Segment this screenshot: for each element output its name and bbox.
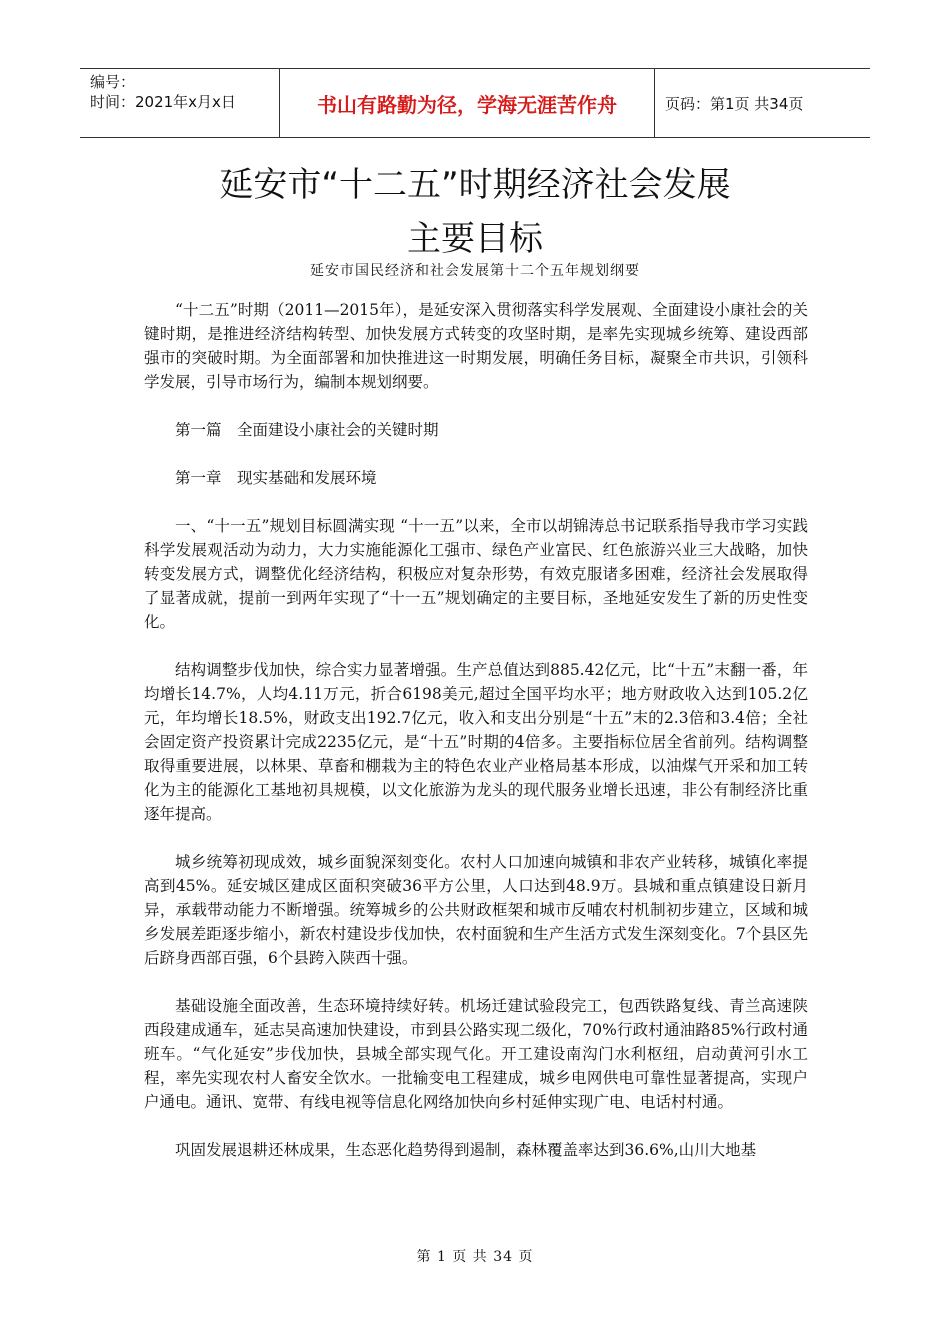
header-page-info: 页码：第1页 共34页 (665, 94, 804, 113)
page-header (80, 68, 870, 138)
document-body (144, 298, 808, 1186)
ecology-paragraph: 巩固发展退耕还林成果，生态恶化趋势得到遏制，森林覆盖率达到36.6%,山川大地基 (175, 1141, 757, 1159)
section-paragraph: 一、“十一五”规划目标圆满实现 “十一五”以来，全市以胡锦涛总书记联系指导我市学习实践科学发展观活动为动力，大力实施能源化工强市、绿色产业富民、红色旅游兴业三大战略，加快转变发展方式，调整优化经济结构，积极应对复杂形势，有效克服诸多困难，经济社会发展取得了显著成就，提前一到两年实现了“十一五”规划确定的主要目标，圣地延安发生了新的历史性变化。 (144, 517, 808, 631)
header-motto: 书山有路勤为径，学海无涯苦作舟 (280, 69, 655, 137)
chapter-heading: 第一章 现实基础和发展环境 (175, 469, 377, 487)
title-line-2: 主要目标 (407, 219, 543, 259)
document-subtitle: 延安市国民经济和社会发展第十二个五年规划纲要 (310, 263, 640, 279)
header-number-label: 编号： (90, 73, 136, 91)
header-meta (80, 69, 280, 137)
intro-paragraph: “十二五”时期（2011—2015年），是延安深入贯彻落实科学发展观、全面建设小康社会的关键时期，是推进经济结构转型、加快发展方式转变的攻坚时期，是率先实现城乡统筹、建设西部强市的突破时期。为全面部署和加快推进这一时期发展，明确任务目标，凝聚全市共识，引领科学发展，引导市场行为，编制本规划纲要。 (144, 301, 808, 391)
structure-paragraph: 结构调整步伐加快，综合实力显著增强。生产总值达到885.42亿元，比“十五”末翻一番，年均增长14.7%，人均4.11万元，折合6198美元,超过全国平均水平；地方财政收入达到105.2亿元，年均增长18.5%，财政支出192.7亿元，收入和支出分别是“十五”末的2.3倍和3.4倍；全社会固定资产投资累计完成2235亿元，是“十五”时期的4倍多。主要指标位居全省前列。结构调整取得重要进展，以林果、草畜和棚栽为主的特色农业产业格局基本形成，以油煤气开采和加工转化为主的能源化工基地初具规模，以文化旅游为龙头的现代服务业增长迅速，非公有制经济比重逐年提高。 (144, 661, 808, 823)
title-line-1: 延安市“十二五”时期经济社会发展 (219, 165, 731, 205)
document-title (0, 158, 950, 266)
part-heading: 第一篇 全面建设小康社会的关键时期 (175, 421, 439, 439)
header-date: 时间：2021年x月x日 (90, 93, 236, 111)
urban-paragraph: 城乡统筹初现成效，城乡面貌深刻变化。农村人口加速向城镇和非农产业转移，城镇化率提高到45%。延安城区建成区面积突破36平方公里，人口达到48.9万。县城和重点镇建设日新月异，承载带动能力不断增强。统筹城乡的公共财政框架和城市反哺农村机制初步建立，区域和城乡发展差距逐步缩小，新农村建设步伐加快，农村面貌和生产生活方式发生深刻变化。7个县区先后跻身西部百强，6个县跨入陕西十强。 (144, 853, 808, 967)
page-footer: 第 1 页 共 34 页 (416, 1249, 534, 1265)
infrastructure-paragraph: 基础设施全面改善，生态环境持续好转。机场迁建试验段完工，包西铁路复线、青兰高速陕西段建成通车，延志吴高速加快建设，市到县公路实现二级化，70%行政村通油路85%行政村通班车。“气化延安”步伐加快，县城全部实现气化。开工建设南沟门水利枢纽，启动黄河引水工程，率先实现农村人畜安全饮水。一批输变电工程建成，城乡电网供电可靠性显著提高，实现户户通电。通讯、宽带、有线电视等信息化网络加快向乡村延伸实现广电、电话村村通。 (144, 997, 808, 1111)
